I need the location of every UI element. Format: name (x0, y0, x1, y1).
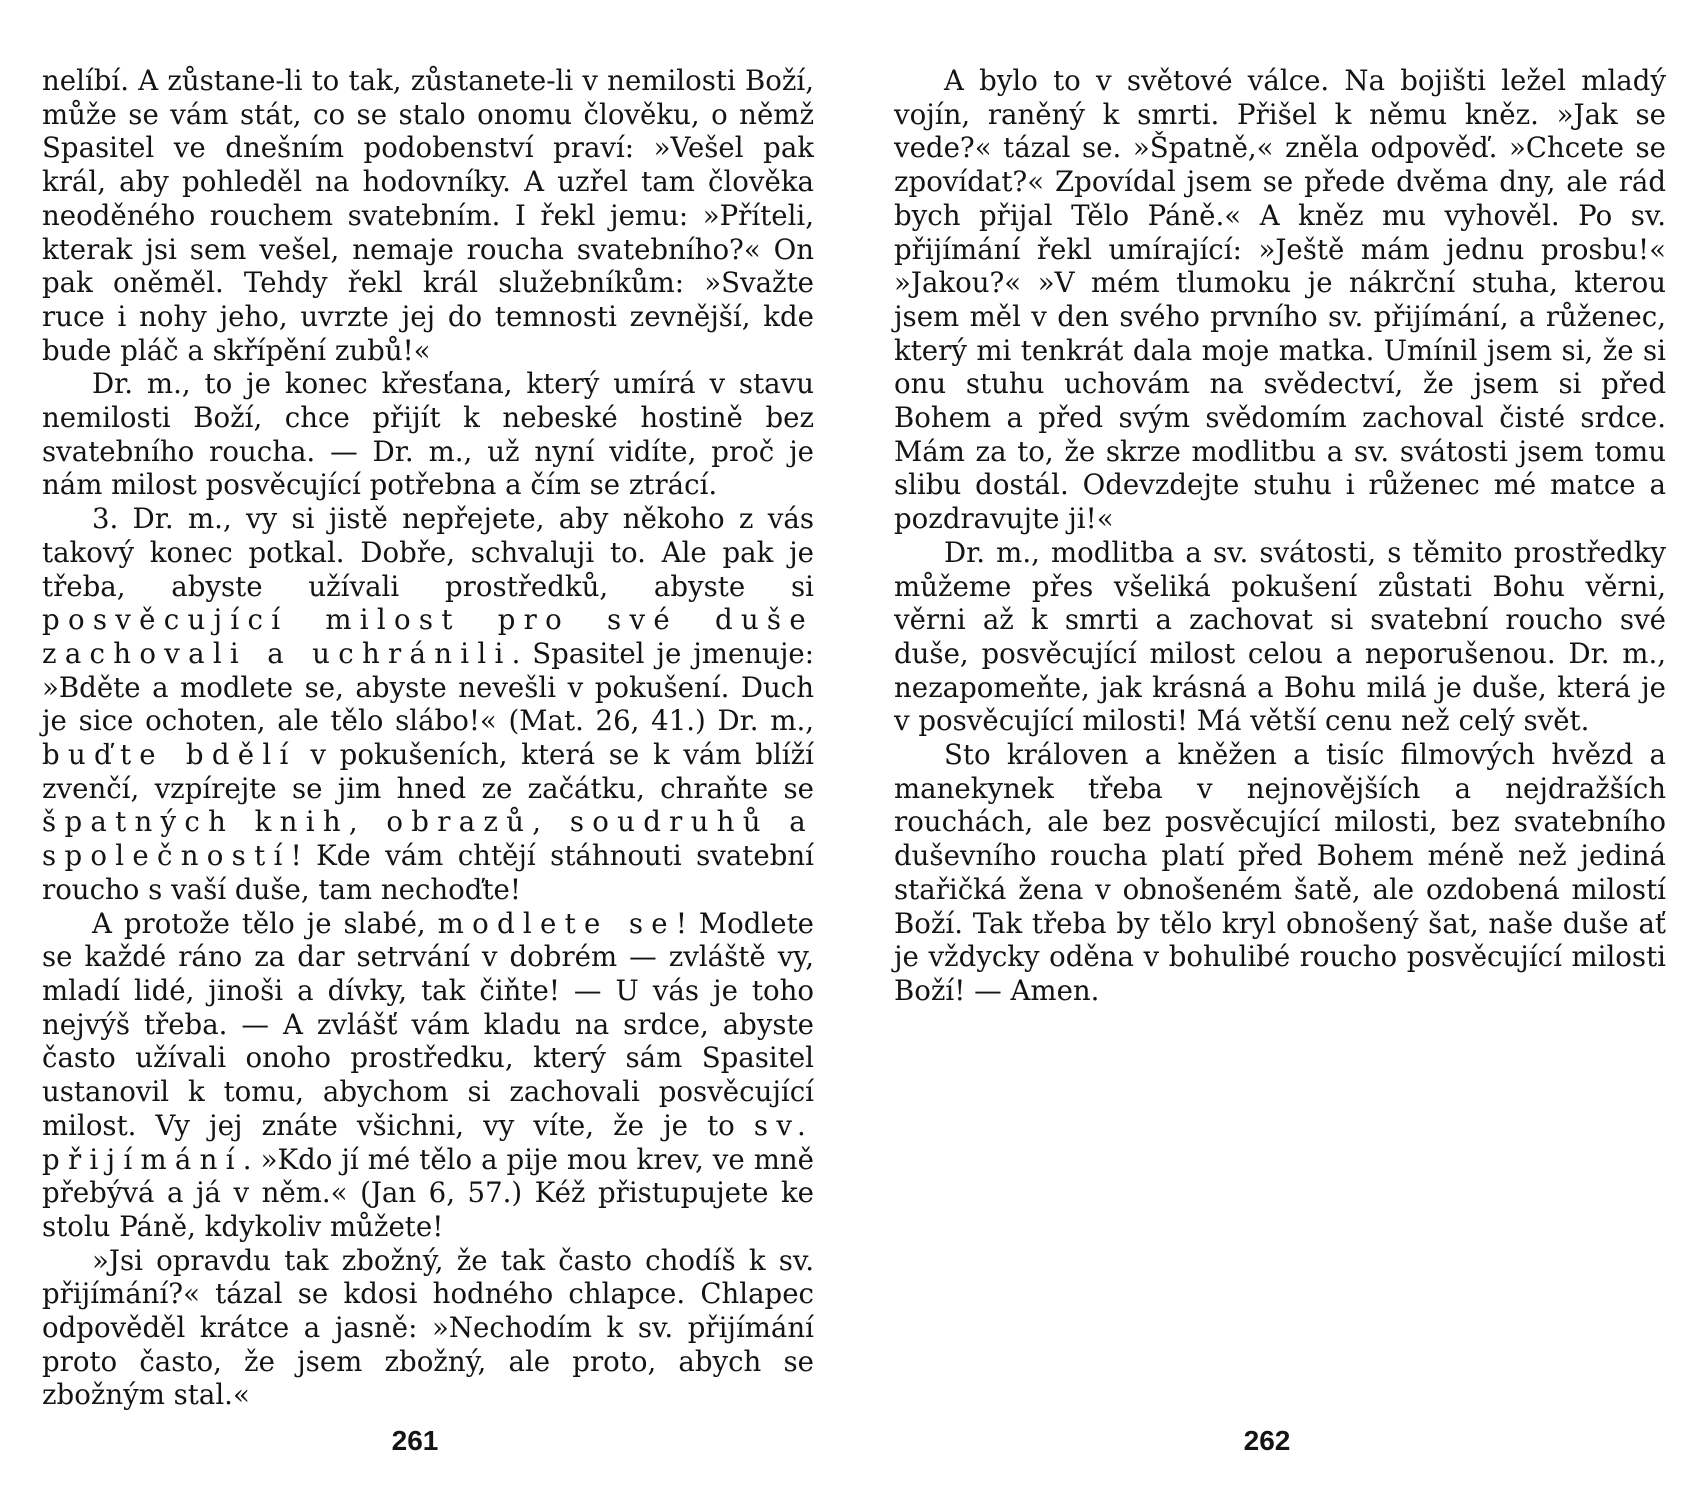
emphasized-text: modlete se (437, 906, 676, 940)
emphasized-text: buďte bdělí (42, 738, 297, 772)
text-run: ! Kde vám chtějí stáhnouti svatební roucho s vaší duše, tam nechoďte! (42, 839, 814, 906)
text-run: . Spasitel je jmenuje: »Bděte a modlete se, abyste nevešli v pokušení. Duch je sice ochoten, ale tělo slábo!« (Mat. 26, 41.) Dr. m., (42, 636, 815, 738)
text-run: v pokušeních, která se k vám blíží zvenčí, vzpírejte se jim hned ze začátku, chraňte se (42, 738, 815, 805)
text-run: 3. Dr. m., vy si jistě nepřejete, aby někoho z vás takový konec potkal. Dobře, schvaluji to. Ale pak je třeba, abyste užívali prostředků, abyste si (42, 502, 814, 603)
right-paragraph-3: Sto královen a kněžen a tisíc filmových hvězd a manekynek třeba v nejnovějších a nejdražších rouchách, ale bez posvěcující milosti, bez svatebního duševního roucha platí před Bohem méně než jediná stařičká žena v obnošeném šatě, ale ozdobená milostí Boží. Tak třeba by tělo kryl obnošený šat, naše duše ať je vždycky oděna v bohulibé roucho posvěcující milosti Boží! — Amen. (894, 738, 1666, 1007)
text-run: ! Modlete se každé ráno za dar setrvání v dobrém — zvláště vy, mladí lidé, jinoši a dívky, tak čiňte! — U vás je toho nejvýš třeba. — A zvlášť vám kladu na srdce, abyste často užívali onoho prostředku, který sám Spasitel ustanovil k tomu, abychom si zachovali posvěcující milost. Vy jej znáte všichni, vy víte, že je to (42, 906, 815, 1142)
text-run: . »Kdo jí mé tělo a pije mou krev, ve mně přebývá a já v něm.« (Jan 6, 57.) Kéž přistupujete ke stolu Páně, kdykoliv můžete! (42, 1142, 814, 1243)
left-paragraph-4 (42, 907, 814, 1244)
left-paragraph-1 (42, 64, 814, 367)
right-page (894, 64, 1666, 1008)
text-run: Dr. m., to je konec křesťana, který umírá v stavu nemilosti Boží, chce přijít k nebeské hostině bez svatebního roucha. — Dr. m., už nyní vidíte, proč je nám milost posvěcující potřebna a čím se ztrácí. (42, 367, 814, 502)
text-run: »Jsi opravdu tak zbožný, že tak často chodíš k sv. přijímání?« tázal se kdosi hodného chlapce. Chlapec odpověděl krátce a jasně: »Nechodím k sv. přijímání proto často, že jsem zbožný, ale proto, abych se zbožným stal.« (42, 1243, 814, 1412)
right-paragraph-2: Dr. m., modlitba a sv. svátosti, s těmito prostředky můžeme přes všeliká pokušení zůstati Bohu věrni, věrni až k smrti a zachovat si svatební roucho své duše, posvěcující milost celou a neporušenou. Dr. m., nezapomeňte, jak krásná a Bohu milá je duše, která je v posvěcující milosti! Má větší cenu než celý svět. (894, 535, 1666, 738)
emphasized-text: sv. přijímání (42, 1108, 814, 1176)
right-paragraph-1: A bylo to v světové válce. Na bojišti ležel mladý vojín, raněný k smrti. Přišel k němu kněz. »Jak se vede?« tázal se. »Špatně,« zněla odpověď. »Chcete se zpovídat?« Zpovídal jsem se přede dvěma dny, ale rád bych přijal Tělo Páně.« A kněz mu vyhověl. Po sv. přijímání řekl umírající: »Ještě mám jednu prosbu!« »Jakou?« »V mém tlumoku je nákrční stuha, kterou jsem měl v den svého prvního sv. přijímání, a růženec, který mi tenkrát dala moje matka. Umínil jsem si, že si onu stuhu uchovám na svědectví, že jsem si před Bohem a před svým svědomím zachoval čisté srdce. Mám za to, že skrze modlitbu a sv. svátosti jsem tomu slibu dostál. Odevzdejte stuhu i růženec mé matce a pozdravujte ji!« (894, 64, 1666, 536)
emphasized-text: posvěcující milost pro své duše zachovali a uchránili (42, 603, 814, 670)
left-paragraph-3 (42, 502, 814, 906)
page-number-left: 261 (391, 1425, 439, 1456)
left-paragraph-2 (42, 367, 814, 502)
left-page (42, 64, 814, 1412)
text-run: A protože tělo je slabé, (92, 906, 438, 940)
page-number-right: 262 (1243, 1425, 1291, 1456)
left-paragraph-5 (42, 1244, 814, 1413)
emphasized-text: špatných knih, obrazů, soudruhů a společností (42, 805, 814, 873)
text-run: nelíbí. A zůstane-li to tak, zůstanete-li v nemilosti Boží, může se vám stát, co se stalo onomu člověku, o němž Spasitel ve dnešním podobenství praví: »Vešel pak král, aby pohleděl na hodovníky. A uzřel tam člověka neoděného rouchem svatebním. I řekl jemu: »Příteli, kterak jsi sem vešel, nemaje roucha svatebního?« On pak oněměl. Tehdy řekl král služebníkům: »Svažte ruce i nohy jeho, uvrzte jej do temnosti zevnější, kde bude pláč a skřípění zubů!« (42, 64, 814, 367)
